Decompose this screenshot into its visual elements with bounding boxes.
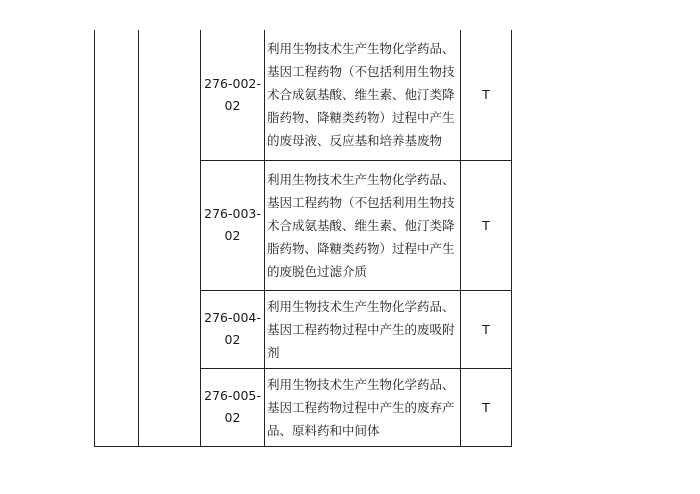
waste-description: 利用生物技术生产生物化学药品、基因工程药物（不包括利用生物技术合成氨基酸、维生素、他汀类降脂药物、降糖类药物）过程中产生的废脱色过滤介质 (265, 160, 461, 290)
hazard-characteristic: T (461, 368, 512, 446)
table-row (95, 30, 512, 160)
waste-description: 利用生物技术生产生物化学药品、基因工程药物过程中产生的废弃产品、原料药和中间体 (265, 368, 461, 446)
waste-description: 利用生物技术生产生物化学药品、基因工程药物（不包括利用生物技术合成氨基酸、维生素、他汀类降脂药物、降糖类药物）过程中产生的废母液、反应基和培养基废物 (265, 30, 461, 160)
waste-code: 276-004-02 (201, 290, 265, 368)
hazardous-waste-table (94, 30, 512, 447)
waste-code: 276-002-02 (201, 30, 265, 160)
hazard-characteristic: T (461, 290, 512, 368)
waste-description: 利用生物技术生产生物化学药品、基因工程药物过程中产生的废吸附剂 (265, 290, 461, 368)
hazard-characteristic: T (461, 160, 512, 290)
waste-category-cell (95, 30, 139, 446)
waste-code: 276-005-02 (201, 368, 265, 446)
waste-code: 276-003-02 (201, 160, 265, 290)
hazard-characteristic: T (461, 30, 512, 160)
industry-source-cell (139, 30, 201, 446)
